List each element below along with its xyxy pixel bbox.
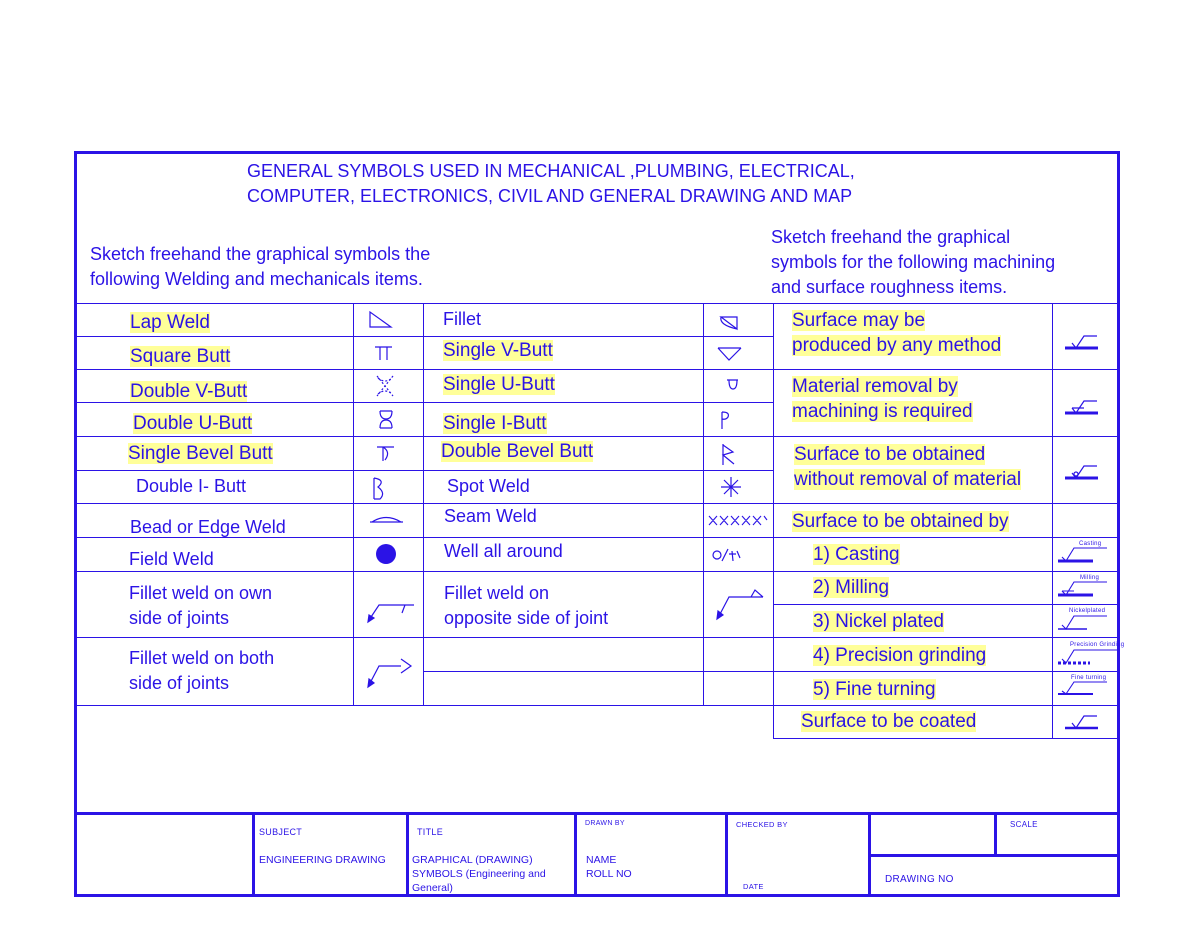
surface-removal-1: Material removal by: [792, 376, 958, 397]
instruction-left-line-2: following Welding and mechanicals items.: [90, 269, 423, 289]
weld-label-single-u-butt: Single U-Butt: [443, 374, 555, 395]
fillet-opposite-side-symbol-icon: [715, 588, 767, 622]
weld-label-single-i-butt: Single I-Butt: [443, 413, 547, 434]
surface-coated-symbol-icon: [1064, 714, 1100, 734]
casting-tag: Casting: [1079, 541, 1102, 547]
milling-tag: Milling: [1080, 575, 1100, 581]
weld-label-double-i-butt: Double I- Butt: [136, 476, 247, 496]
weld-label-fillet: Fillet: [443, 309, 482, 329]
weld-label-single-v-butt: Single V-Butt: [443, 340, 553, 361]
process-nickel-plated: 3) Nickel plated: [813, 611, 944, 632]
weld-label-field: Field Weld: [129, 549, 214, 569]
square-butt-symbol-icon: [374, 343, 394, 363]
surface-removal-2: machining is required: [792, 401, 973, 422]
weld-label-lap: Lap Weld: [130, 312, 210, 333]
single-bevel-butt-symbol-icon: [375, 444, 397, 466]
surface-no-removal-1: Surface to be obtained: [794, 444, 986, 465]
weld-label-seam: Seam Weld: [444, 506, 537, 526]
process-casting: 1) Casting: [813, 544, 900, 565]
weld-label-spot: Spot Weld: [447, 476, 530, 496]
weld-label-bead-edge: Bead or Edge Weld: [130, 517, 286, 537]
title-value-line-3: General): [412, 882, 453, 894]
weld-label-double-v-butt: Double V-Butt: [130, 381, 248, 402]
checked-by-label: CHECKED BY: [736, 820, 788, 829]
single-i-butt-symbol-icon: [719, 410, 733, 432]
date-label: DATE: [743, 882, 764, 891]
double-bevel-butt-symbol-icon: [719, 442, 739, 468]
name-label: NAME: [586, 854, 617, 866]
surface-any-method-2: produced by any method: [792, 335, 1002, 356]
surface-coated: Surface to be coated: [801, 711, 977, 732]
instruction-right-line-2: symbols for the following machining: [771, 252, 1056, 272]
weld-all-around-symbol-icon: [710, 546, 744, 564]
weld-label-fillet-both-1: Fillet weld on both: [129, 648, 275, 668]
field-weld-symbol-icon: [375, 543, 397, 565]
title-value-line-1: GRAPHICAL (DRAWING): [412, 854, 533, 866]
lap-weld-symbol-icon: [368, 310, 394, 330]
weld-label-double-u-butt: Double U-Butt: [133, 413, 253, 434]
process-fine-turning: 5) Fine turning: [813, 679, 936, 700]
single-v-butt-symbol-icon: [716, 343, 744, 363]
heading-line-2: COMPUTER, ELECTRONICS, CIVIL AND GENERAL DRAWING AND MAP: [247, 186, 853, 206]
weld-label-single-bevel-butt: Single Bevel Butt: [128, 443, 273, 464]
machining-required-symbol-icon: [1064, 399, 1100, 419]
surface-any-method-symbol-icon: [1064, 334, 1100, 354]
bead-edge-symbol-icon: [368, 512, 406, 528]
instruction-right-line-1: Sketch freehand the graphical: [771, 227, 1011, 247]
subject-value: ENGINEERING DRAWING: [259, 854, 386, 866]
subject-label: SUBJECT: [259, 827, 303, 837]
weld-label-fillet-own-2: side of joints: [129, 608, 230, 628]
double-v-butt-symbol-icon: [373, 373, 397, 399]
process-milling: 2) Milling: [813, 577, 890, 598]
double-u-butt-symbol-icon: [377, 409, 395, 431]
title-value-line-2: SYMBOLS (Engineering and: [412, 868, 546, 880]
weld-label-fillet-opposite-2: opposite side of joint: [444, 608, 609, 628]
weld-label-double-bevel-butt: Double Bevel Butt: [441, 441, 594, 462]
fine-turning-tag: Fine turning: [1071, 675, 1107, 681]
nickel-plated-tag: Nickelplated: [1069, 608, 1106, 614]
drawing-no-label: DRAWING NO: [885, 874, 954, 885]
process-precision-grinding: 4) Precision grinding: [813, 645, 987, 666]
weld-label-fillet-opposite-1: Fillet weld on: [444, 583, 550, 603]
weld-label-fillet-own-1: Fillet weld on own: [129, 583, 273, 603]
drawn-by-label: DRAWN BY: [585, 820, 625, 827]
single-u-butt-symbol-icon: [726, 377, 740, 393]
fillet-symbol-icon: [718, 312, 740, 332]
seam-weld-symbol-icon: [707, 514, 769, 528]
weld-label-fillet-both-2: side of joints: [129, 673, 230, 693]
surface-no-removal-2: without removal of material: [794, 469, 1022, 490]
surface-any-method-1: Surface may be: [792, 310, 926, 331]
fillet-own-side-symbol-icon: [365, 596, 417, 624]
heading-line-1: GENERAL SYMBOLS USED IN MECHANICAL ,PLUMBING, ELECTRICAL,: [247, 161, 855, 181]
surface-obtained-by: Surface to be obtained by: [792, 511, 1009, 532]
weld-label-square-butt: Square Butt: [130, 346, 231, 367]
spot-weld-symbol-icon: [719, 475, 743, 499]
scale-label: SCALE: [1010, 820, 1038, 829]
roll-no-label: ROLL NO: [586, 868, 632, 880]
weld-label-all-around: Well all around: [444, 541, 563, 561]
title-label: TITLE: [417, 827, 444, 837]
instruction-right-line-3: and surface roughness items.: [771, 277, 1008, 297]
precision-grinding-tag: Precision Grinding: [1070, 642, 1125, 648]
instruction-left-line-1: Sketch freehand the graphical symbols the: [90, 244, 431, 264]
no-removal-symbol-icon: [1064, 464, 1100, 484]
fillet-both-sides-symbol-icon: [365, 655, 417, 689]
double-i-butt-symbol-icon: [370, 476, 390, 502]
